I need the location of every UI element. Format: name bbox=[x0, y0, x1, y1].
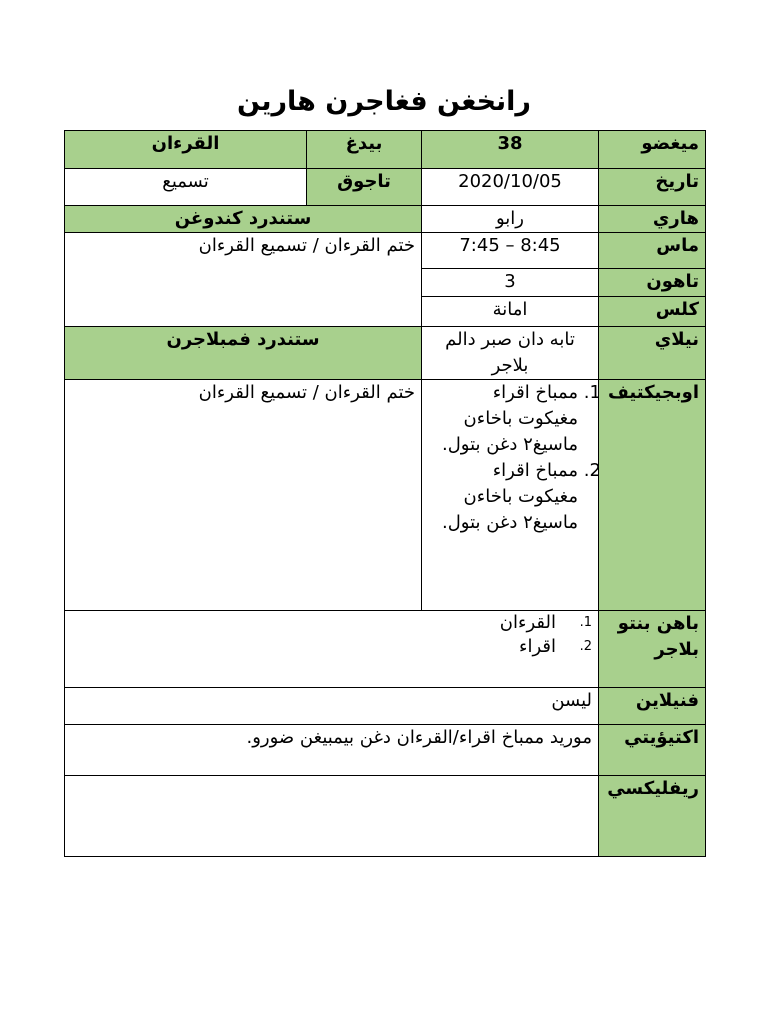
objective-label: اوبجيكتيف bbox=[599, 380, 706, 611]
list-number: 2. bbox=[579, 639, 592, 654]
content-standard-label: ستندرد كندوغن bbox=[65, 206, 422, 233]
skills-label: فنيلاين bbox=[599, 688, 706, 725]
reflection-label: ريفليكسي bbox=[599, 776, 706, 857]
topic-label: تاجوق bbox=[307, 169, 422, 206]
date-value: 2020/10/05 bbox=[422, 169, 599, 206]
year-value: 3 bbox=[422, 269, 599, 297]
objective-list-cell bbox=[422, 380, 599, 611]
materials-cell bbox=[65, 611, 599, 688]
daily-lesson-plan-table bbox=[64, 130, 706, 857]
materials-list bbox=[71, 611, 592, 659]
day-label: هاري bbox=[599, 206, 706, 233]
reflection-value bbox=[65, 776, 599, 857]
list-item bbox=[71, 635, 592, 659]
class-value: امانة bbox=[422, 297, 599, 327]
list-number: 1. bbox=[579, 615, 592, 630]
activity-value: موريد ممباخ اقراء/القرءان دغن بيمبيغن ضورو. bbox=[65, 725, 599, 776]
year-label: تاهون bbox=[599, 269, 706, 297]
values-value: تابه دان صبر دالم بلاجر bbox=[422, 327, 599, 380]
activity-label: اكتيؤيتي bbox=[599, 725, 706, 776]
day-value: رابو bbox=[422, 206, 599, 233]
week-number: 38 bbox=[422, 131, 599, 169]
learning-standard-label: ستندرد فمبلاجرن bbox=[65, 327, 422, 380]
time-label: ماس bbox=[599, 233, 706, 269]
objective-list bbox=[428, 380, 592, 536]
page-title: رانخغن فغاجرن هارين bbox=[237, 86, 531, 117]
values-label: نيلاي bbox=[599, 327, 706, 380]
class-label: كلس bbox=[599, 297, 706, 327]
topic-value: تسميع bbox=[65, 169, 307, 206]
material-item: القرءان bbox=[499, 612, 556, 633]
content-standard-value: ختم القرءان / تسميع القرءان bbox=[65, 233, 422, 327]
subject-label: ميغضو bbox=[599, 131, 706, 169]
field-value: القرءان bbox=[65, 131, 307, 169]
list-item bbox=[71, 611, 592, 635]
materials-label: باهن بنتو بلاجر bbox=[599, 611, 706, 688]
material-item: اقراء bbox=[518, 636, 556, 657]
field-label: بيدغ bbox=[307, 131, 422, 169]
objective-item: 2. ممباخ اقراء مغيكوت باخاءن ماسيغ٢ دغن بتول. bbox=[428, 458, 578, 536]
time-value: 7:45 – 8:45 bbox=[422, 233, 599, 269]
date-label: تاريخ bbox=[599, 169, 706, 206]
skills-value: ليسن bbox=[65, 688, 599, 725]
learning-standard-value: ختم القرءان / تسميع القرءان bbox=[65, 380, 422, 611]
objective-item: 1. ممباخ اقراء مغيكوت باخاءن ماسيغ٢ دغن بتول. bbox=[428, 380, 578, 458]
